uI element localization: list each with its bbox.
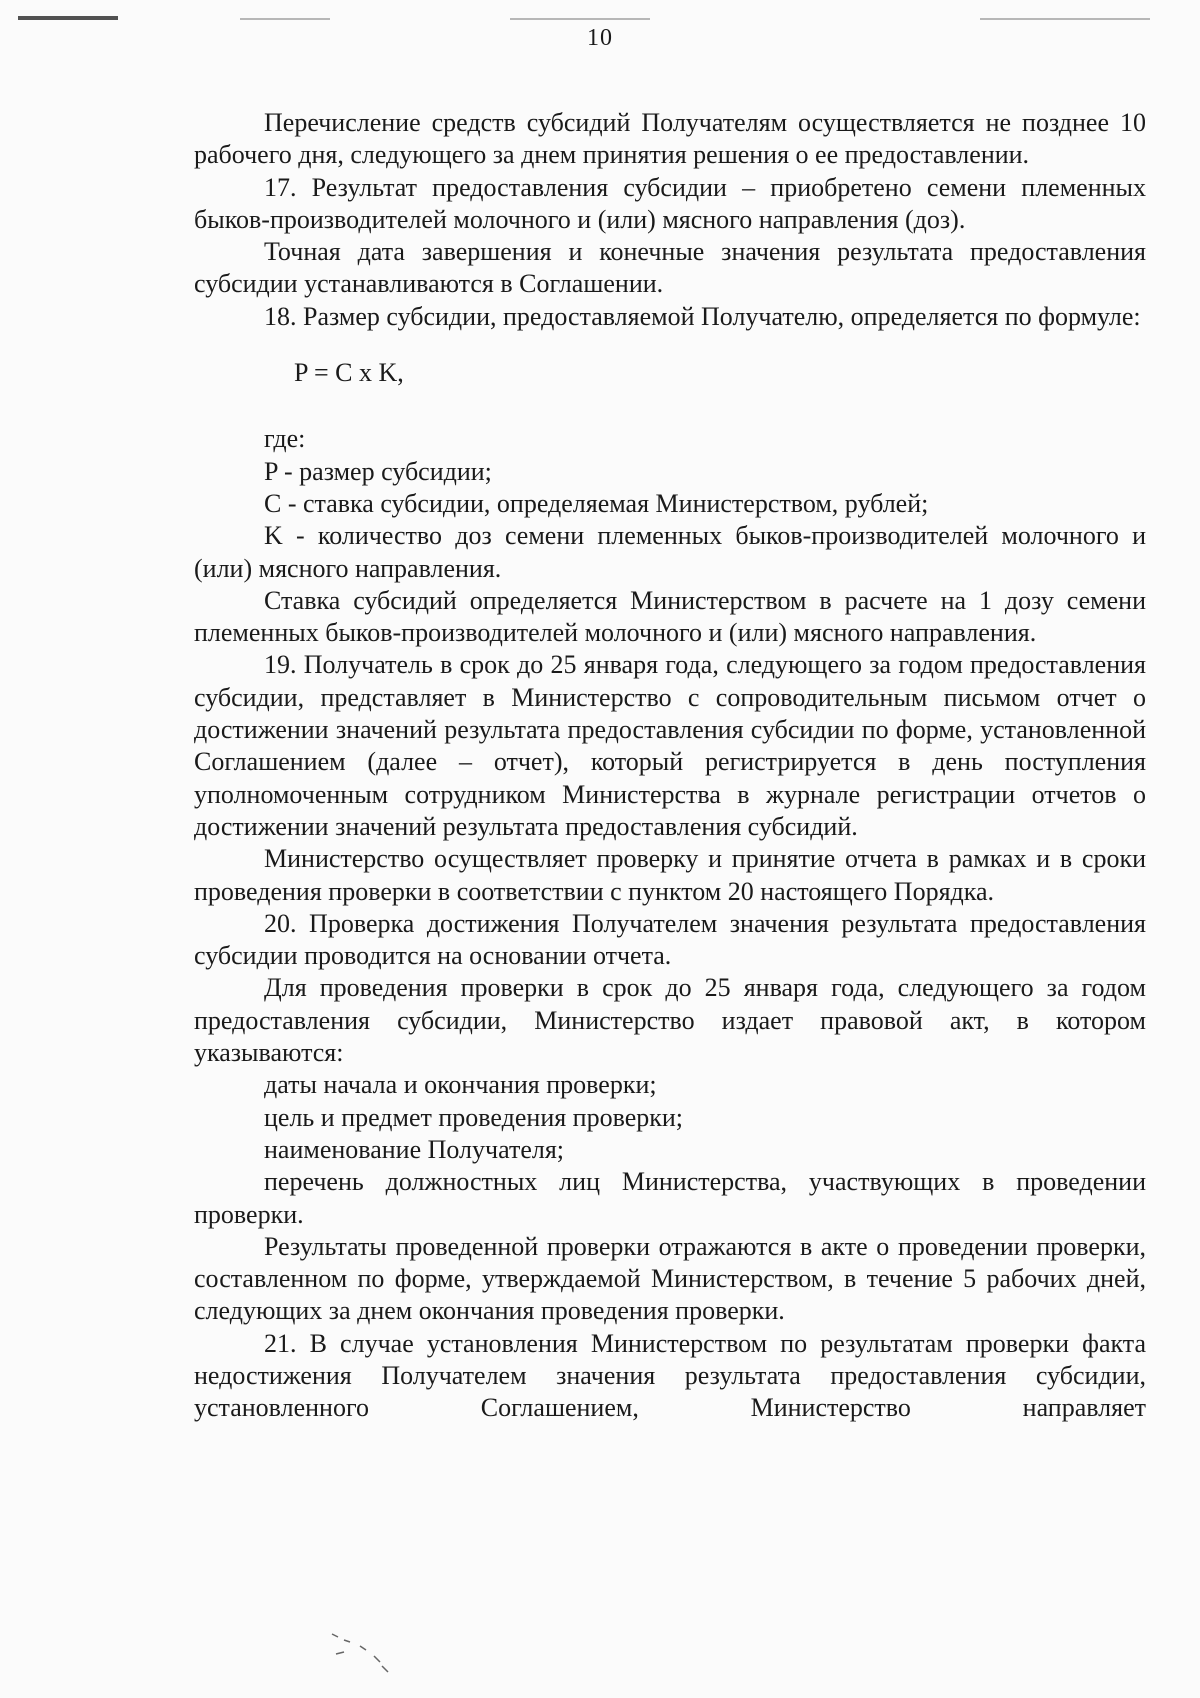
scan-artifact xyxy=(240,18,330,20)
paragraph: Министерство осуществляет проверку и принятие отчета в рамках и в сроки проведения проверки в соответствии с пунктом 20 настоящего Порядка. xyxy=(194,844,1146,906)
formula: P = C x K, xyxy=(294,358,404,388)
paragraph-item-20: 20. Проверка достижения Получателем значения результата предоставления субсидии проводится на основании отчета. xyxy=(194,908,1146,971)
paragraph: Точная дата завершения и конечные значения результата предоставления субсидии устанавливаются в Соглашении. xyxy=(194,237,1146,299)
formula-term: K - количество доз семени племенных быков-производителей молочного и (или) мясного направления. xyxy=(194,521,1146,583)
scan-artifact xyxy=(330,1630,420,1680)
paragraph: Перечисление средств субсидий Получателям осуществляется не позднее 10 рабочего дня, следующего за днем принятия решения о ее предоставлении. xyxy=(194,108,1146,170)
paragraph: Для проведения проверки в срок до 25 января года, следующего за годом предоставления субсидии, Министерство издает правовой акт, в котором указываются: xyxy=(194,973,1146,1068)
paragraph-item-21: 21. В случае установления Министерством по результатам проверки факта недостижения Получателем значения результата предоставления субсидии, установленного Соглашением, Министерство направляет xyxy=(194,1328,1146,1423)
document-body xyxy=(194,107,1146,1425)
paragraph: Ставка субсидий определяется Министерством в расчете на 1 дозу семени племенных быков-производителей молочного и (или) мясного направления. xyxy=(194,585,1146,648)
list-item: цель и предмет проведения проверки; xyxy=(264,1102,684,1132)
list-item: перечень должностных лиц Министерства, участвующих в проведении проверки. xyxy=(194,1167,1146,1229)
formula-where: где: xyxy=(264,424,306,454)
page-number: 10 xyxy=(587,25,613,51)
scan-artifact xyxy=(510,18,650,20)
paragraph-item-18: 18. Размер субсидии, предоставляемой Получателю, определяется по формуле: xyxy=(264,301,1141,331)
list-item: наименование Получателя; xyxy=(264,1134,565,1164)
formula-term: P - размер субсидии; xyxy=(264,456,492,486)
paragraph-item-17: 17. Результат предоставления субсидии – приобретено семени племенных быков-производителей молочного и (или) мясного направления (доз). xyxy=(194,172,1146,234)
paragraph-item-19: 19. Получатель в срок до 25 января года, следующего за годом предоставления субсидии, представляет в Министерство с сопроводительным письмом отчет о достижении значений результата предоставления субсидии по форме, установленной Соглашением (далее – отчет), который регистрируется в день поступления уполномоченным сотрудником Министерства в журнале регистрации отчетов о достижении значений результата предоставления субсидий. xyxy=(194,650,1146,841)
paragraph: Результаты проведенной проверки отражаются в акте о проведении проверки, составленном по форме, утверждаемой Министерством, в течение 5 рабочих дней, следующих за днем окончания проведения проверки. xyxy=(194,1231,1146,1326)
list-item: даты начала и окончания проверки; xyxy=(264,1070,657,1100)
scan-artifact xyxy=(980,18,1150,20)
formula-term: C - ставка субсидии, определяемая Министерством, рублей; xyxy=(264,488,929,518)
scan-artifact xyxy=(18,16,118,20)
